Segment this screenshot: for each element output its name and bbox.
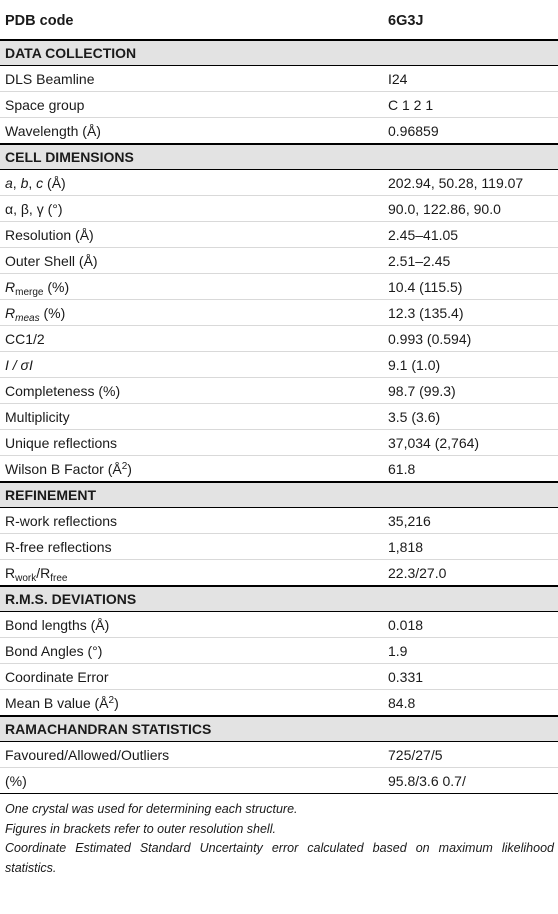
row-value: 2.45–41.05 [388, 226, 459, 243]
section-title: R.M.S. DEVIATIONS [5, 591, 137, 607]
row-label [0, 695, 388, 711]
section-data-collection [0, 40, 558, 66]
row-value: 37,034 (2,764) [388, 434, 480, 451]
row-label: Bond Angles (°) [5, 642, 103, 659]
table-header [0, 0, 558, 40]
label-main: Wilson B Factor (Å [5, 460, 122, 477]
label-sup: 2 [108, 694, 115, 706]
section-title: DATA COLLECTION [5, 45, 137, 61]
row-label [0, 175, 388, 191]
table-row [0, 768, 558, 794]
row-label: Outer Shell (Å) [5, 252, 98, 269]
label-sub: free [50, 572, 68, 584]
label-main: Mean B value (Å [5, 694, 109, 711]
footnote: One crystal was used for determining each structure. [5, 802, 298, 816]
label-sub: meas [15, 312, 40, 324]
table-row [0, 742, 558, 768]
table-row [0, 638, 558, 664]
section-title: CELL DIMENSIONS [5, 149, 134, 165]
section-refinement [0, 482, 558, 508]
table-row [0, 326, 558, 352]
row-label: (%) [5, 772, 27, 789]
row-label: Resolution (Å) [5, 226, 94, 243]
table-row [0, 508, 558, 534]
table-row [0, 92, 558, 118]
row-label: R-free reflections [5, 538, 112, 555]
row-label: Wavelength (Å) [5, 122, 101, 139]
row-value: 3.5 (3.6) [388, 408, 441, 425]
table-row [0, 118, 558, 144]
row-value: 61.8 [388, 460, 416, 477]
row-value: 84.8 [388, 694, 416, 711]
table-row [0, 664, 558, 690]
table-row [0, 612, 558, 638]
label-sep: , [12, 174, 21, 191]
table-row [0, 222, 558, 248]
pdb-code-label: PDB code [5, 12, 74, 29]
row-value: 0.993 (0.594) [388, 330, 472, 347]
label-sep: , [28, 174, 37, 191]
label-unit: (%) [39, 304, 66, 321]
row-label: Coordinate Error [5, 668, 109, 685]
row-label: DLS Beamline [5, 70, 95, 87]
pdb-code-value: 6G3J [388, 12, 424, 29]
row-label: α, β, γ (°) [5, 200, 63, 217]
label-r: R [5, 278, 16, 295]
row-value: 725/27/5 [388, 746, 443, 763]
table-row [0, 170, 558, 196]
row-value: 202.94, 50.28, 119.07 [388, 174, 524, 191]
row-label: Bond lengths (Å) [5, 616, 110, 633]
table-row [0, 274, 558, 300]
label-end: ) [127, 460, 132, 477]
row-value: 0.331 [388, 668, 424, 685]
row-value: 1,818 [388, 538, 424, 555]
row-value: 35,216 [388, 512, 431, 529]
table-row [0, 300, 558, 326]
row-value: I24 [388, 70, 408, 87]
label-c: c [36, 174, 44, 191]
row-label: Completeness (%) [5, 382, 121, 399]
footnote: Coordinate Estimated Standard Uncertainty error calculated based on maximum likelihood statistics. [5, 841, 554, 875]
label-slash: /R [36, 564, 51, 581]
section-title: REFINEMENT [5, 487, 96, 503]
label-r: R [5, 564, 16, 581]
row-label [0, 564, 388, 584]
row-label: R-work reflections [5, 512, 118, 529]
label-unit: (%) [43, 278, 70, 295]
row-label: Space group [5, 96, 85, 113]
section-cell-dimensions [0, 144, 558, 170]
row-label [0, 461, 388, 477]
label-unit: (Å) [47, 174, 66, 191]
table-row [0, 560, 558, 586]
row-value: 2.51–2.45 [388, 252, 451, 269]
table-footnotes [0, 800, 558, 878]
label-i: I [29, 356, 33, 373]
table-row [0, 404, 558, 430]
row-value: 98.7 (99.3) [388, 382, 456, 399]
section-title: RAMACHANDRAN STATISTICS [5, 721, 212, 737]
label-sub: work [15, 572, 37, 584]
table-row [0, 66, 558, 92]
row-value: C 1 2 1 [388, 96, 434, 113]
label-sup: 2 [121, 460, 128, 472]
row-value: 10.4 (115.5) [388, 278, 463, 295]
row-value: 9.1 (1.0) [388, 356, 441, 373]
section-ramachandran [0, 716, 558, 742]
table-row [0, 378, 558, 404]
label-b: b [20, 174, 29, 191]
row-value: 0.018 [388, 616, 424, 633]
label-i: I [5, 356, 9, 373]
row-value: 1.9 [388, 642, 408, 659]
label-a: a [5, 174, 13, 191]
row-value: 0.96859 [388, 122, 439, 139]
label-r: R [5, 304, 16, 321]
table-row [0, 196, 558, 222]
row-value: 90.0, 122.86, 90.0 [388, 200, 501, 217]
row-label: CC1/2 [5, 330, 45, 347]
table-row [0, 352, 558, 378]
table-row [0, 456, 558, 482]
row-label: Multiplicity [5, 408, 70, 425]
row-label [0, 357, 388, 373]
table-row [0, 430, 558, 456]
row-value: 95.8/3.6 0.7/ [388, 772, 466, 789]
row-value: 22.3/27.0 [388, 564, 447, 581]
table-row [0, 534, 558, 560]
row-label: Unique reflections [5, 434, 118, 451]
label-end: ) [114, 694, 119, 711]
table-row [0, 690, 558, 716]
row-label [0, 304, 388, 324]
section-rms-deviations [0, 586, 558, 612]
row-value: 12.3 (135.4) [388, 304, 464, 321]
table-row [0, 248, 558, 274]
row-label: Favoured/Allowed/Outliers [5, 746, 170, 763]
label-sigma: / σ [8, 356, 30, 373]
row-label [0, 278, 388, 298]
footnote: Figures in brackets refer to outer resolution shell. [5, 821, 276, 836]
label-sub: merge [15, 286, 44, 298]
